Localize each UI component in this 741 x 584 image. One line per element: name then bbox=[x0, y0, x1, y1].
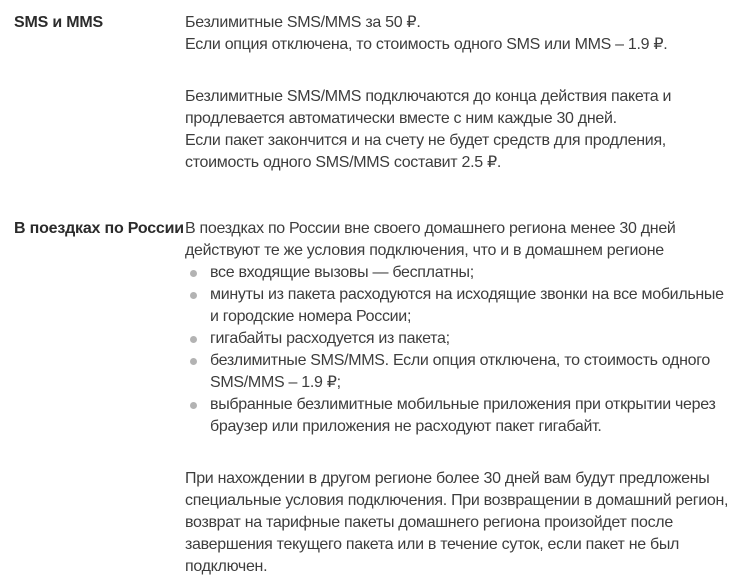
bullet-item bbox=[185, 350, 731, 394]
paragraph-outro bbox=[185, 468, 731, 578]
paragraph-intro bbox=[185, 218, 731, 262]
section-travel-russia bbox=[14, 218, 731, 578]
section-label-sms-mms: SMS и MMS bbox=[14, 14, 103, 31]
bullet-item bbox=[185, 284, 731, 328]
text-line: В поездках по России вне своего домашнего региона менее 30 дней действуют те же условия подключения, что и в домашнем регионе bbox=[185, 220, 676, 259]
section-label-travel-russia: В поездках по России bbox=[14, 220, 184, 237]
text-line: Безлимитные SMS/MMS подключаются до конца действия пакета и продлевается автоматически вместе с ним каждые 30 дней. bbox=[185, 88, 672, 127]
bullet-text: все входящие вызовы — бесплатны; bbox=[210, 264, 474, 281]
bullet-item bbox=[185, 394, 731, 438]
bullet-text: безлимитные SMS/MMS. Если опция отключена, то стоимость одного SMS/MMS – 1.9 ₽; bbox=[210, 352, 711, 391]
bullet-dot-icon bbox=[190, 270, 197, 277]
section-description-sms-mms bbox=[185, 12, 731, 174]
bullet-dot-icon bbox=[190, 292, 197, 299]
section-description-travel-russia bbox=[185, 218, 731, 578]
bullet-text: выбранные безлимитные мобильные приложения при открытии через браузер или приложения не расходуют пакет гигабайт. bbox=[210, 396, 716, 435]
text-line: Безлимитные SMS/MMS за 50 ₽. bbox=[185, 14, 421, 31]
bullet-dot-icon bbox=[190, 358, 197, 365]
bullet-dot-icon bbox=[190, 402, 197, 409]
paragraph bbox=[185, 86, 731, 174]
section-sms-mms bbox=[14, 12, 731, 174]
conditions-bullet-list bbox=[185, 262, 731, 438]
paragraph bbox=[185, 12, 731, 56]
text-line: При нахождении в другом регионе более 30 дней вам будут предложены специальные условия подключения. При возвращении в домашний регион, возврат на тарифные пакеты домашнего региона произойдет после завершения текущего пакета или в течение суток, если пакет не был подключен. bbox=[185, 470, 729, 575]
bullet-item bbox=[185, 262, 731, 284]
bullet-text: гигабайты расходуется из пакета; bbox=[210, 330, 450, 347]
bullet-text: минуты из пакета расходуются на исходящие звонки на все мобильные и городские номера России; bbox=[210, 286, 724, 325]
text-line: Если пакет закончится и на счету не будет средств для продления, стоимость одного SMS/MMS составит 2.5 ₽. bbox=[185, 132, 666, 171]
bullet-dot-icon bbox=[190, 336, 197, 343]
bullet-item bbox=[185, 328, 731, 350]
text-line: Если опция отключена, то стоимость одного SMS или MMS – 1.9 ₽. bbox=[185, 36, 668, 53]
